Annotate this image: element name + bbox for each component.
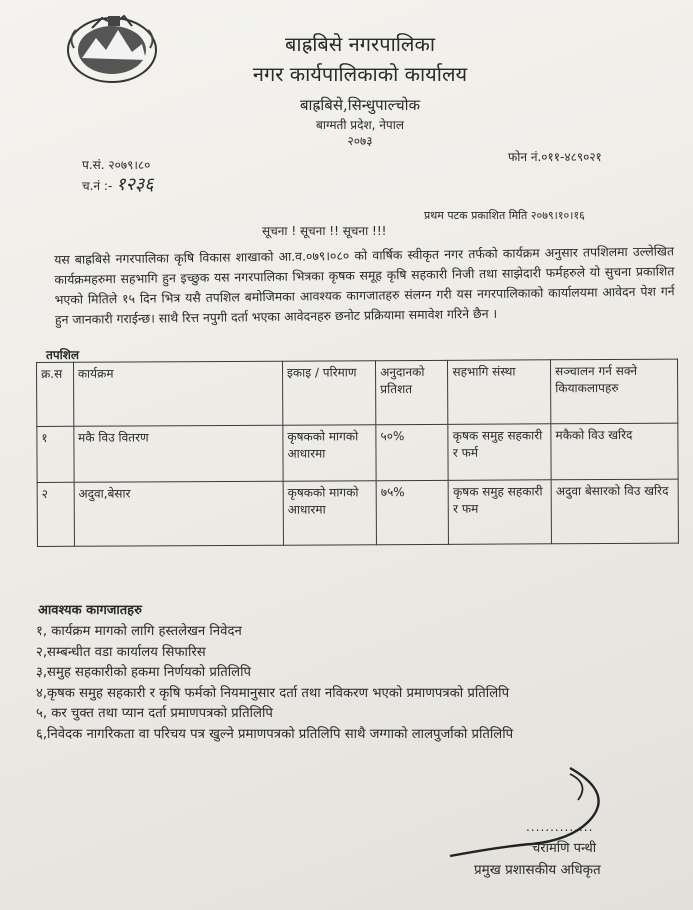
published-date: प्रथम पटक प्रकाशित मिति २०७९।१०।१६: [424, 209, 585, 222]
table-cell: कृषकको मागको आधारमा: [283, 425, 376, 481]
header-cell: सहभागि संस्था: [448, 360, 551, 425]
list-item: ५, कर चुक्त तथा प्यान दर्ता प्रमाणपत्रको प्रतिलिपि: [36, 706, 273, 722]
table-cell: २: [37, 482, 74, 546]
list-item: २,सम्बन्धीत वडा कार्यालय सिफारिस: [36, 644, 206, 660]
municipality-name: बाह्रबिसे नगरपालिका: [284, 32, 436, 56]
letter-number: प.सं. २०७९।८०: [82, 158, 151, 172]
phone-number: फोन नं.०११-४८९०२१: [508, 150, 602, 164]
header-cell: क्र.स: [37, 362, 74, 426]
table-cell: ७५%: [376, 480, 449, 544]
table-label: तपशिल: [46, 348, 80, 362]
table-cell: मकैको विउ खरिद: [551, 423, 678, 480]
header-cell: सञ्चालन गर्न सक्ने कियाकलापहरु: [551, 359, 678, 424]
table-cell: कृषक समुह सहकारी र फर्म: [448, 424, 551, 481]
dispatch-prefix: च.नं :-: [82, 179, 113, 193]
signature-line: ..............: [526, 820, 594, 834]
list-item: १, कार्यक्रम मागको लागि हस्तलेखन निवेदन: [36, 624, 242, 639]
table-cell: ५०%: [376, 424, 449, 480]
table-cell: अदुवा,बेसार: [74, 481, 284, 546]
header-cell: कार्यक्रम: [73, 361, 283, 426]
table-row: [37, 479, 678, 546]
notice-heading: सूचना ! सूचना !! सूचना !!!: [262, 224, 387, 238]
signatory-title: प्रमुख प्रशासकीय अधिकृत: [474, 862, 601, 878]
established-year: २०७३: [347, 134, 373, 148]
table-cell: मकै विउ वितरण: [74, 425, 283, 482]
documents-title: आवश्यक कागजातहरु: [38, 603, 142, 618]
office-location: बाह्रबिसे,सिन्धुपाल्चोक: [299, 96, 420, 114]
header-cell: अनुदानको प्रतिशत: [376, 360, 449, 424]
signatory-name: चरामणि पन्थी: [532, 841, 597, 856]
list-item: ६,निवेदक नागरिकता वा परिचय पत्र खुल्ने प्रमाणपत्रको प्रतिलिपि साथै जग्गाको लालपुर्जाको प्रतिलिपि: [36, 726, 514, 742]
program-table: [36, 359, 679, 547]
table-cell: १: [37, 426, 74, 482]
notice-paragraph: यस बाह्रबिसे नगरपालिका कृषि विकास शाखाको आ.व.०७९।०८० को वार्षिक स्वीकृत नगर तर्फको कार्यक्रम अनुसार तपशिलमा उल्लेखित कार्यक्रमहरुमा सहभागि हुन इच्छुक यस नगरपालिका भित्रका कृषक समूह कृषि सहकारी निजी तथा साझेदारी फर्महरुले यो सुचना प्रकाशित भएको मितिले १५ दिन भित्र यसै तपशिल बमोजिमका आवश्यक कागजातहरु संलग्न गरी यस नगरपालिकाको कार्यालयमा आवेदन पेश गर्न हुन जानकारी गराईन्छ। साथै रित्त नपुगी दर्ता भएका आवेदनहरु छनोट प्रक्रियामा समावेश गरिने छैन ।: [54, 243, 675, 327]
dispatch-number: [82, 172, 154, 196]
municipality-emblem-icon: [62, 8, 162, 88]
province-line: बाग्मती प्रदेश, नेपाल: [316, 118, 404, 132]
header-cell: इकाइ / परिमाण: [282, 361, 376, 425]
documents-list: [36, 622, 676, 746]
table-cell: कृषक समुह सहकारी र फम: [449, 480, 552, 545]
dispatch-handwritten-number: १२३६: [116, 174, 154, 195]
list-item: ४,कृषक समुह सहकारी र कृषि फर्मको नियमानुसार दर्ता तथा नविकरण भएको प्रमाणपत्रको प्रतिलिपि: [36, 685, 510, 701]
table-cell: अदुवा बेसारको विउ खरिद: [551, 479, 678, 544]
table-row: [37, 423, 678, 482]
table-cell: कृषकको मागको आधारमा: [283, 481, 377, 545]
table-header-row: [37, 359, 678, 426]
office-name: नगर कार्यपालिकाको कार्यालय: [252, 62, 468, 86]
list-item: ३,समुह सहकारीको हकमा निर्णयको प्रतिलिपि: [36, 665, 252, 681]
